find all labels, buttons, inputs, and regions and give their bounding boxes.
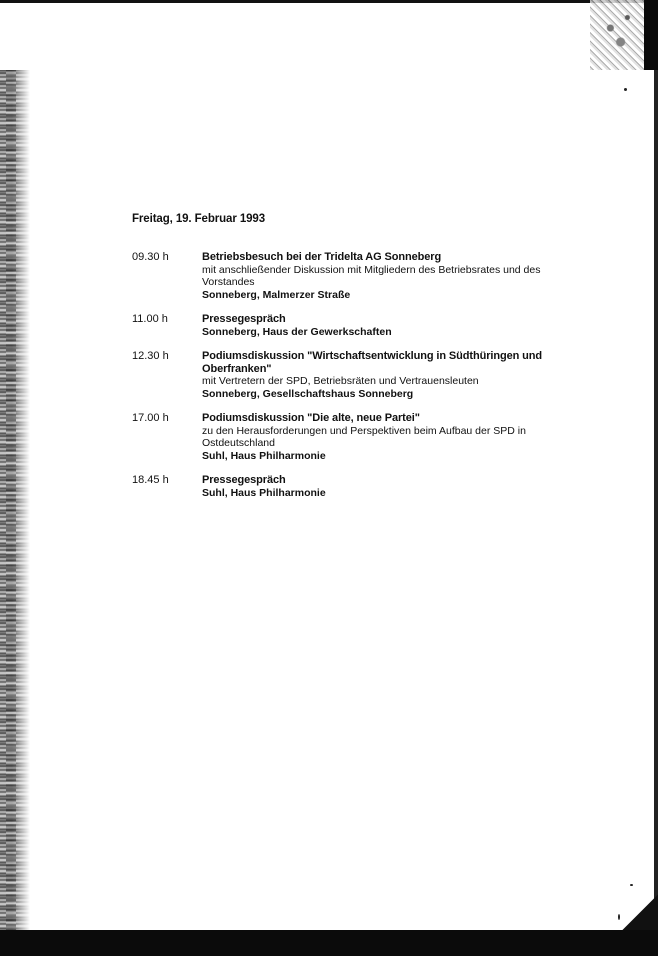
- entry-location: Sonneberg, Gesellschaftshaus Sonneberg: [202, 387, 414, 400]
- entry-time: 12.30 h: [132, 350, 169, 362]
- entry-time: 18.45 h: [132, 474, 169, 486]
- entry-location: Sonneberg, Haus der Gewerkschaften: [202, 325, 392, 338]
- scan-edge-left-noise: [6, 70, 16, 930]
- entry-location: Suhl, Haus Philharmonie: [202, 486, 326, 499]
- entry-time: 09.30 h: [132, 251, 169, 263]
- schedule-entry: [132, 474, 592, 499]
- date-heading: Freitag, 19. Februar 1993: [132, 213, 266, 225]
- entry-description: zu den Herausforderungen und Perspektiven beim Aufbau der SPD in Ostdeutschland: [202, 424, 526, 449]
- scan-speck: [624, 88, 627, 91]
- scan-edge-right: [654, 70, 658, 930]
- schedule-entry: [132, 251, 592, 301]
- entry-location: Suhl, Haus Philharmonie: [202, 449, 326, 462]
- entry-title: Podiumsdiskussion "Wirtschaftsentwicklung in Südthüringen und Oberfranken": [202, 350, 543, 375]
- entry-title: Pressegespräch: [202, 474, 286, 486]
- entry-time: 11.00 h: [132, 313, 168, 325]
- entry-body: [202, 251, 592, 301]
- entry-description: mit Vertretern der SPD, Betriebsräten und Vertrauensleuten: [202, 375, 479, 387]
- entry-body: [202, 474, 592, 499]
- entry-body: [202, 350, 592, 400]
- scan-edge-top: [0, 0, 658, 3]
- scan-corner-bottom-right: [618, 890, 658, 930]
- entry-title: Podiumsdiskussion "Die alte, neue Partei": [202, 412, 420, 424]
- scan-speck: [618, 914, 620, 920]
- entry-body: [202, 313, 592, 338]
- entry-time: 17.00 h: [132, 412, 169, 424]
- scan-edge-right-bar: [644, 0, 658, 70]
- entry-description: mit anschließender Diskussion mit Mitgliedern des Betriebsrates und des Vorstandes: [202, 263, 541, 288]
- entry-title: Pressegespräch: [202, 313, 286, 325]
- schedule-entry: [132, 412, 592, 462]
- schedule-entry: [132, 350, 592, 400]
- entry-location: Sonneberg, Malmerzer Straße: [202, 288, 351, 301]
- schedule-document: [132, 212, 592, 511]
- schedule-entry: [132, 313, 592, 338]
- entry-title: Betriebsbesuch bei der Tridelta AG Sonneberg: [202, 251, 442, 263]
- scan-edge-bottom: [0, 930, 658, 956]
- entry-body: [202, 412, 592, 462]
- scan-speck: [630, 884, 633, 886]
